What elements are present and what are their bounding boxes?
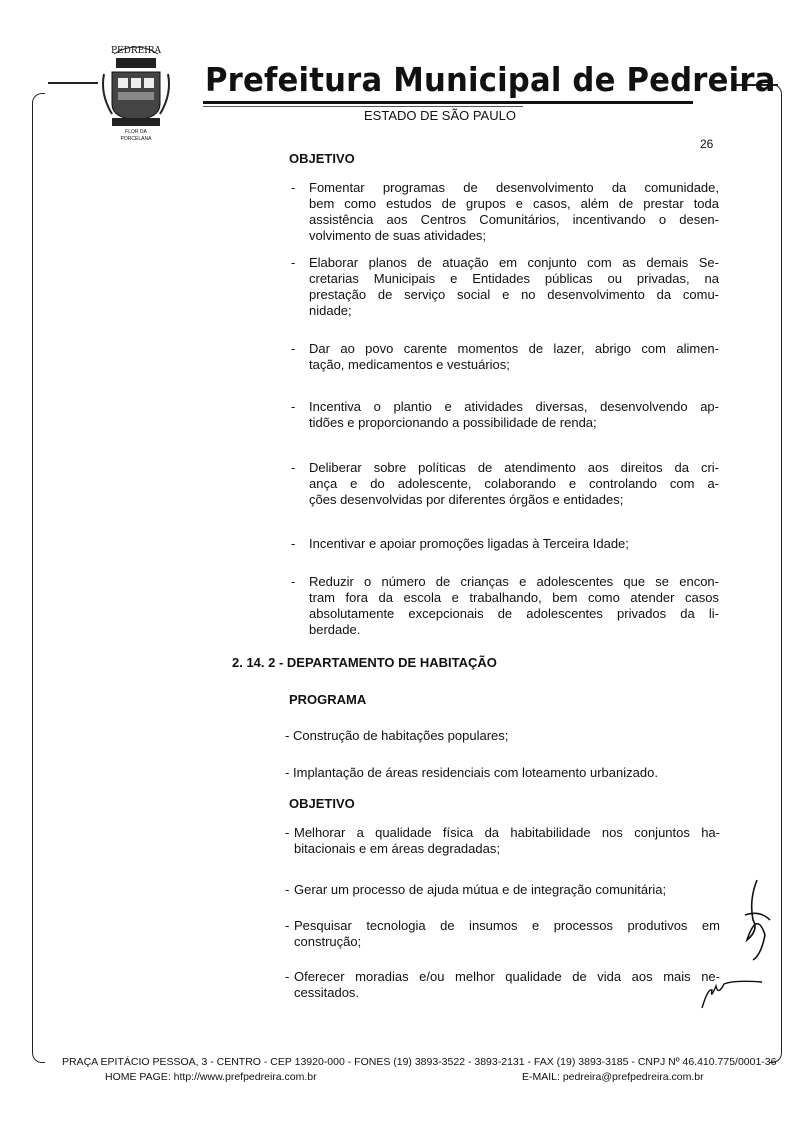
bullet-dash: - bbox=[291, 536, 296, 551]
bullet-dash: - bbox=[291, 574, 296, 589]
bullet-dash: - bbox=[291, 341, 296, 356]
list-item bbox=[285, 969, 720, 1001]
page-frame-left bbox=[32, 93, 45, 1063]
bullet-dash: - bbox=[291, 255, 296, 270]
text-line: Reduzir o número de crianças e adolescentes que se encon- bbox=[309, 574, 719, 589]
text-line: bem como estudos de grupos e casos, além de prestar toda bbox=[309, 196, 719, 211]
text-line: nidade; bbox=[309, 303, 352, 318]
text-line: assistência aos Centros Comunitários, incentivando o desen- bbox=[309, 212, 719, 227]
bullet-dash: - bbox=[291, 180, 296, 195]
text-line: cretarias Municipais e Entidades públicas ou privadas, na bbox=[309, 271, 719, 286]
list-item bbox=[291, 460, 719, 508]
text-line: bitacionais e em áreas degradadas; bbox=[294, 841, 500, 856]
text-line: Implantação de áreas residenciais com loteamento urbanizado. bbox=[293, 765, 658, 780]
text-line: Dar ao povo carente momentos de lazer, abrigo com alimen- bbox=[309, 341, 719, 356]
objective-heading-2: OBJETIVO bbox=[289, 796, 355, 811]
text-line: Oferecer moradias e/ou melhor qualidade de vida aos mais ne- bbox=[294, 969, 720, 984]
list-item bbox=[291, 180, 719, 244]
bullet-dash: - bbox=[291, 399, 296, 414]
svg-text:FLOR DA: FLOR DA bbox=[125, 129, 147, 135]
text-line: Pesquisar tecnologia de insumos e processos produtivos em bbox=[294, 918, 720, 933]
text-line: tram fora da escola e trabalhando, bem como atender casos bbox=[309, 590, 719, 605]
text-line: Fomentar programas de desenvolvimento da comunidade, bbox=[309, 180, 719, 195]
list-item bbox=[285, 882, 720, 898]
bullet-dash: - bbox=[285, 765, 290, 780]
objective-heading: OBJETIVO bbox=[289, 151, 355, 166]
text-line: cessitados. bbox=[294, 985, 360, 1000]
text-line: Deliberar sobre políticas de atendimento aos direitos da cri- bbox=[309, 460, 719, 475]
list-item bbox=[291, 255, 719, 319]
text-line: volvimento de suas atividades; bbox=[309, 228, 487, 243]
signature-initials bbox=[735, 875, 775, 970]
text-line: berdade. bbox=[309, 622, 361, 637]
bullet-dash: - bbox=[285, 728, 290, 743]
bullet-dash: - bbox=[285, 918, 290, 933]
text-line: ções desenvolvidas por diferentes órgãos e entidades; bbox=[309, 492, 624, 507]
signature-rubric bbox=[700, 980, 765, 1010]
footer-address: PRAÇA EPITÁCIO PESSOA, 3 - CENTRO - CEP 13920-000 - FONES (19) 3893-3522 - 3893-2131 - FAX (19) 3893-3185 - CNPJ Nº 46.410.775/0001-36 bbox=[62, 1056, 777, 1068]
footer-email: E-MAIL: pedreira@prefpedreira.com.br bbox=[522, 1071, 704, 1083]
page-title: Prefeitura Municipal de Pedreira bbox=[205, 60, 776, 99]
svg-text:PORCELANA: PORCELANA bbox=[120, 136, 152, 142]
text-line: tidões e proporcionando a possibilidade de renda; bbox=[309, 415, 597, 430]
list-item bbox=[291, 574, 719, 638]
city-crest-logo bbox=[100, 40, 172, 145]
header-rule-left bbox=[48, 82, 98, 86]
text-line: prestação de serviço social e no desenvolvimento da comu- bbox=[309, 287, 719, 302]
svg-text:PEDREIRA: PEDREIRA bbox=[110, 46, 162, 56]
text-line: Gerar um processo de ajuda mútua e de integração comunitária; bbox=[294, 882, 667, 897]
text-line: ança e do adolescente, colaborando e controlando com a- bbox=[309, 476, 719, 491]
bullet-dash: - bbox=[285, 969, 290, 984]
list-item bbox=[285, 728, 735, 744]
list-item bbox=[291, 341, 719, 373]
list-item bbox=[285, 765, 735, 781]
list-item bbox=[291, 399, 719, 431]
bullet-dash: - bbox=[285, 825, 290, 840]
program-heading: PROGRAMA bbox=[289, 692, 367, 707]
title-underline bbox=[203, 101, 693, 104]
list-item bbox=[285, 918, 720, 950]
text-line: absolutamente excepcionais de adolescentes privados da li- bbox=[309, 606, 719, 621]
section-heading-habitacao: 2. 14. 2 - DEPARTAMENTO DE HABITAÇÃO bbox=[232, 655, 497, 670]
footer-homepage: HOME PAGE: http://www.prefpedreira.com.br bbox=[105, 1071, 317, 1083]
text-line: Incentivar e apoiar promoções ligadas à Terceira Idade; bbox=[309, 536, 629, 551]
text-line: Elaborar planos de atuação em conjunto com as demais Se- bbox=[309, 255, 719, 270]
text-line: Melhorar a qualidade física da habitabilidade nos conjuntos ha- bbox=[294, 825, 720, 840]
bullet-dash: - bbox=[285, 882, 290, 897]
page-number: 26 bbox=[700, 137, 714, 151]
text-line: tação, medicamentos e vestuários; bbox=[309, 357, 510, 372]
list-item bbox=[291, 536, 719, 552]
list-item bbox=[285, 825, 720, 857]
title-underline-secondary bbox=[203, 106, 523, 107]
bullet-dash: - bbox=[291, 460, 296, 475]
text-line: Construção de habitações populares; bbox=[293, 728, 509, 743]
text-line: Incentiva o plantio e atividades diversas, desenvolvendo ap- bbox=[309, 399, 719, 414]
state-subtitle: ESTADO DE SÃO PAULO bbox=[364, 108, 516, 123]
text-line: construção; bbox=[294, 934, 362, 949]
